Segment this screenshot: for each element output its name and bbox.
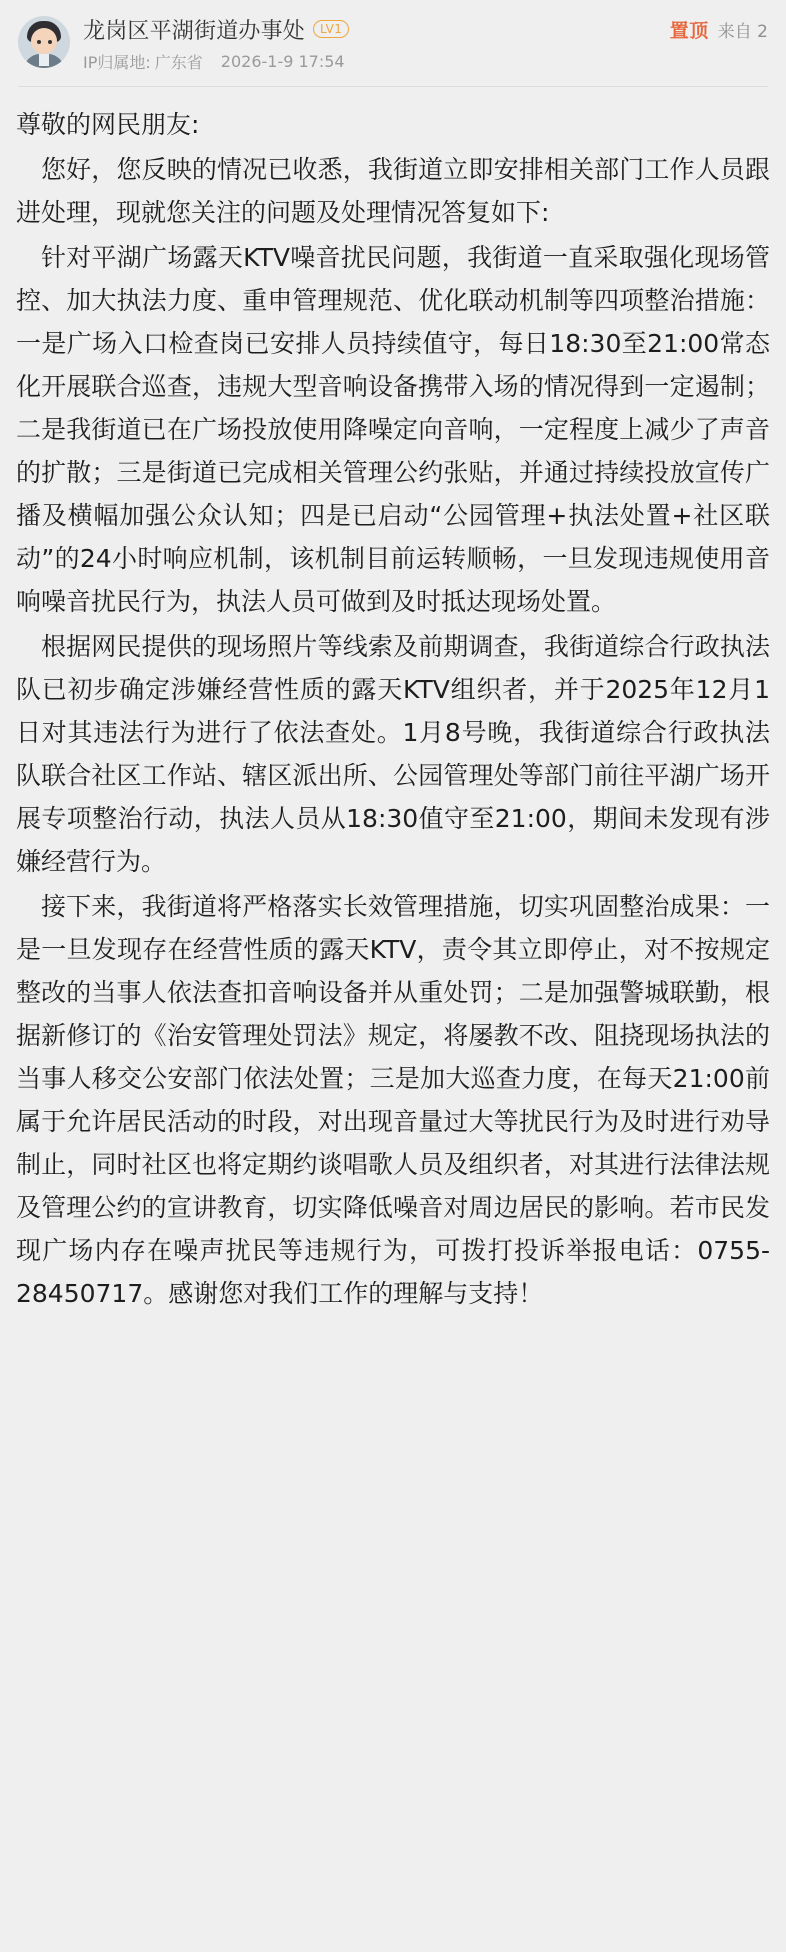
ip-location-value: 广东省 [154,53,203,72]
avatar[interactable] [18,16,70,68]
author-name-row [83,15,768,43]
content-paragraph: 根据网民提供的现场照片等线索及前期调查，我街道综合行政执法队已初步确定涉嫌经营性质的露天KTV组织者，并于2025年12月1日对其违法行为进行了依法查处。1月8号晚，我街道综合行政执法队联合社区工作站、辖区派出所、公园管理处等部门前往平湖广场开展专项整治行动，执法人员从18:30值守至21:00，期间未发现有涉嫌经营行为。 [16,632,770,876]
avatar-collar-icon [39,54,49,66]
content-paragraph: 针对平湖广场露天KTV噪音扰民问题，我街道一直采取强化现场管控、加大执法力度、重申管理规范、优化联动机制等四项整治措施：一是广场入口检查岗已安排人员持续值守，每日18:30至21:00常态化开展联合巡查，违规大型音响设备携带入场的情况得到一定遏制；二是我街道已在广场投放使用降噪定向音响，一定程度上减少了声音的扩散；三是街道已完成相关管理公约张贴，并通过持续投放宣传广播及横幅加强公众认知；四是已启动“公园管理+执法处置+社区联动”的24小时响应机制，该机制目前运转顺畅，一旦发现违规使用音响噪音扰民行为，执法人员可做到及时抵达现场处置。 [16,243,770,616]
pinned-badge: 置顶 [669,20,709,42]
post-meta [83,50,768,73]
post-source: 来自 2 [717,22,768,42]
author-name[interactable]: 龙岗区平湖街道办事处 [83,18,306,44]
salutation-text: 尊敬的网民朋友: [16,110,200,139]
post-timestamp: 2026-1-9 17:54 [220,52,345,71]
post-flags [670,16,768,43]
post-header [0,14,786,73]
avatar-eye-left-icon [37,40,41,44]
ip-location-label: IP归属地: [83,53,151,72]
level-badge: LV1 [313,20,349,38]
post-content [0,87,786,1345]
content-paragraph: 接下来，我街道将严格落实长效管理措施，切实巩固整治成果：一是一旦发现存在经营性质的露天KTV，责令其立即停止，对不按规定整改的当事人依法查扣音响设备并从重处罚；二是加强警城联勤，根据新修订的《治安管理处罚法》规定，将屡教不改、阻挠现场执法的当事人移交公安部门依法处置；三是加大巡查力度，在每天21:00前属于允许居民活动的时段，对出现音量过大等扰民行为及时进行劝导制止，同时社区也将定期约谈唱歌人员及组织者，对其进行法律法规及管理公约的宣讲教育，切实降低噪音对周边居民的影响。若市民发现广场内存在噪声扰民等违规行为，可拨打投诉举报电话：0755-28450717。感谢您对我们工作的理解与支持！ [16,892,770,1308]
avatar-eye-right-icon [48,40,52,44]
content-paragraph: 您好，您反映的情况已收悉，我街道立即安排相关部门工作人员跟进处理，现就您关注的问题及处理情况答复如下: [16,155,770,227]
author-info [83,14,768,73]
avatar-face-icon [31,28,57,54]
